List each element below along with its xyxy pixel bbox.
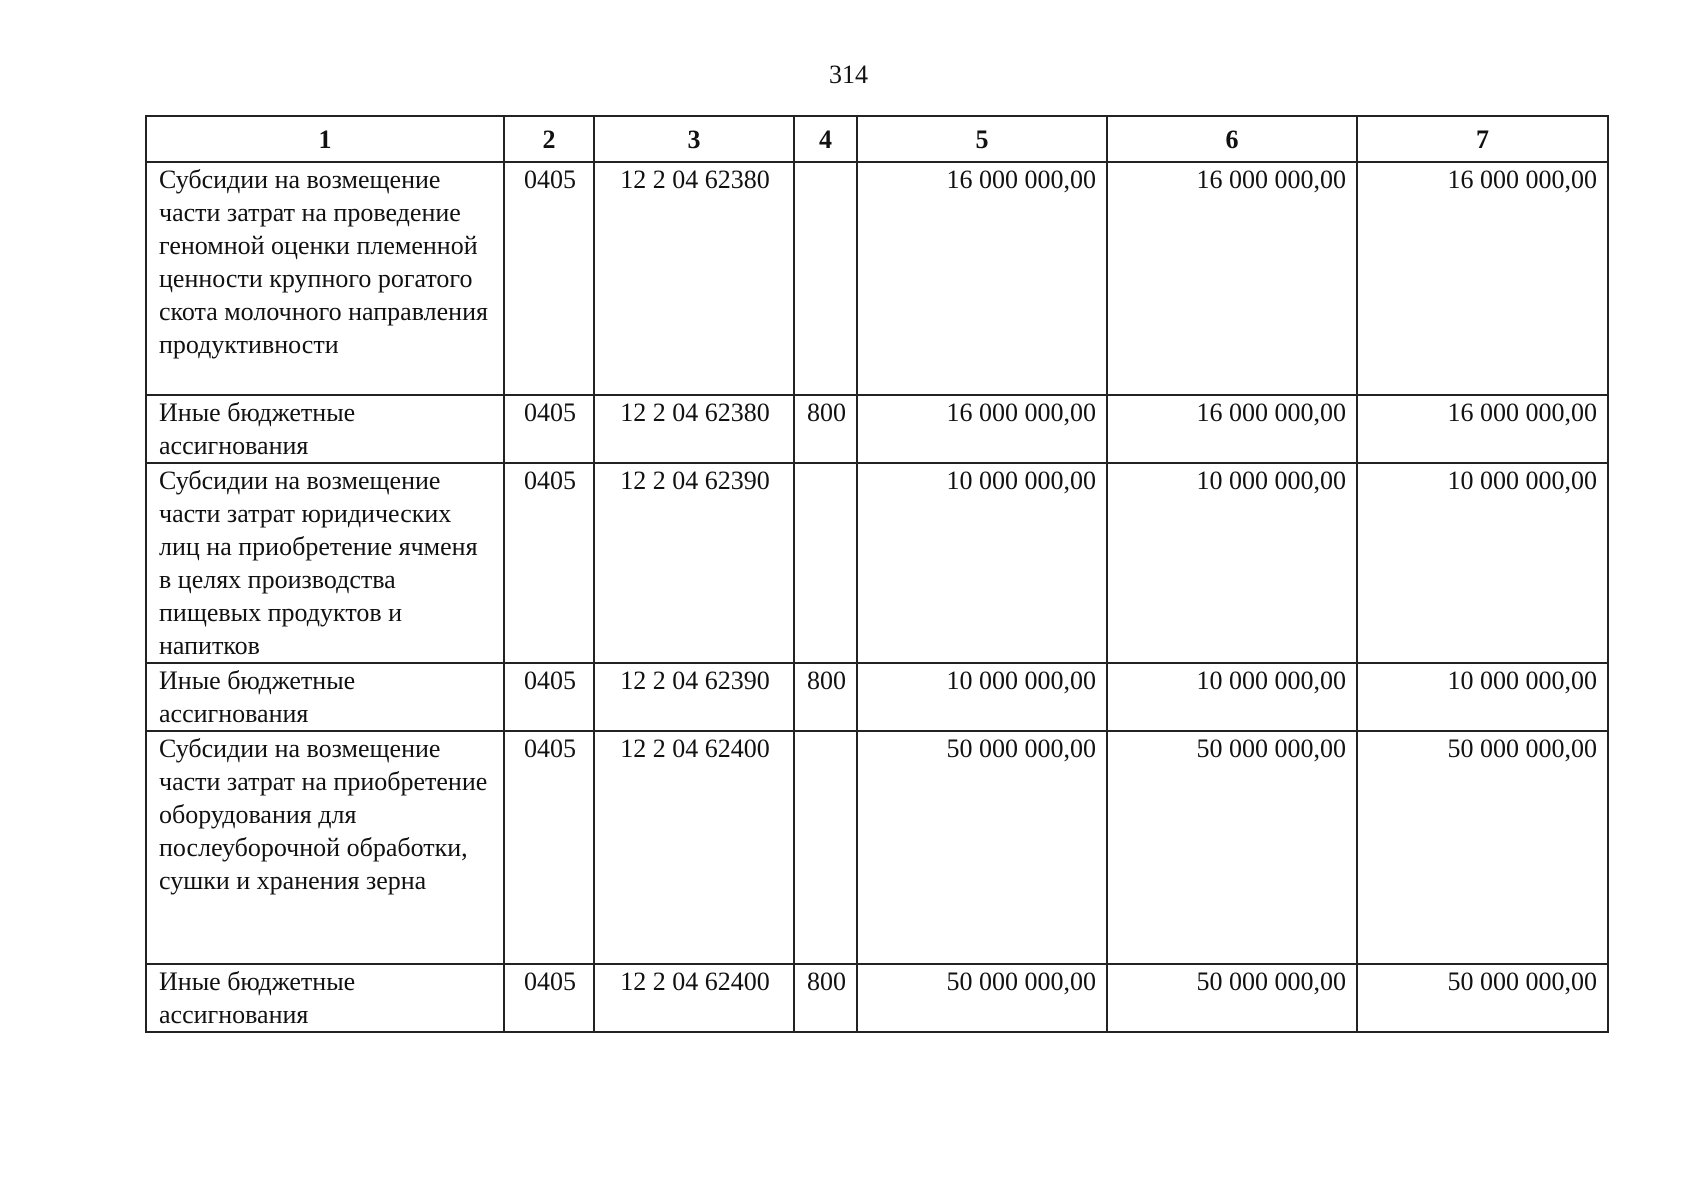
row-amount-1: 50 000 000,00 bbox=[857, 964, 1107, 1032]
header-col-5: 5 bbox=[857, 116, 1107, 162]
row-name: Иные бюджетные ассигнования bbox=[146, 964, 504, 1032]
row-amount-2: 50 000 000,00 bbox=[1107, 964, 1357, 1032]
row-type: 800 bbox=[794, 964, 857, 1032]
table-row bbox=[146, 463, 1608, 663]
row-amount-3: 16 000 000,00 bbox=[1357, 162, 1608, 395]
row-section: 0405 bbox=[504, 162, 594, 395]
header-col-4: 4 bbox=[794, 116, 857, 162]
row-target: 12 2 04 62400 bbox=[594, 731, 794, 964]
row-type: 800 bbox=[794, 395, 857, 463]
row-type bbox=[794, 463, 857, 663]
table-row bbox=[146, 395, 1608, 463]
row-type bbox=[794, 162, 857, 395]
row-section: 0405 bbox=[504, 964, 594, 1032]
row-amount-1: 16 000 000,00 bbox=[857, 162, 1107, 395]
row-amount-1: 16 000 000,00 bbox=[857, 395, 1107, 463]
row-name: Субсидии на возмещение части затрат на проведение геномной оценки племенной ценности крупного рогатого скота молочного направления продуктивности bbox=[146, 162, 504, 395]
row-amount-2: 10 000 000,00 bbox=[1107, 463, 1357, 663]
row-target: 12 2 04 62390 bbox=[594, 463, 794, 663]
row-amount-3: 50 000 000,00 bbox=[1357, 731, 1608, 964]
row-section: 0405 bbox=[504, 663, 594, 731]
row-name: Иные бюджетные ассигнования bbox=[146, 395, 504, 463]
row-type bbox=[794, 731, 857, 964]
table-row bbox=[146, 663, 1608, 731]
page-number: 314 bbox=[829, 60, 868, 89]
row-amount-2: 50 000 000,00 bbox=[1107, 731, 1357, 964]
row-section: 0405 bbox=[504, 463, 594, 663]
header-col-1: 1 bbox=[146, 116, 504, 162]
row-amount-1: 50 000 000,00 bbox=[857, 731, 1107, 964]
row-target: 12 2 04 62390 bbox=[594, 663, 794, 731]
header-col-2: 2 bbox=[504, 116, 594, 162]
row-amount-2: 16 000 000,00 bbox=[1107, 162, 1357, 395]
budget-table bbox=[145, 115, 1609, 1033]
row-section: 0405 bbox=[504, 395, 594, 463]
row-amount-3: 50 000 000,00 bbox=[1357, 964, 1608, 1032]
table-row bbox=[146, 162, 1608, 395]
row-target: 12 2 04 62380 bbox=[594, 395, 794, 463]
header-col-6: 6 bbox=[1107, 116, 1357, 162]
row-amount-2: 10 000 000,00 bbox=[1107, 663, 1357, 731]
row-amount-2: 16 000 000,00 bbox=[1107, 395, 1357, 463]
header-col-3: 3 bbox=[594, 116, 794, 162]
header-col-7: 7 bbox=[1357, 116, 1608, 162]
row-amount-3: 16 000 000,00 bbox=[1357, 395, 1608, 463]
row-type: 800 bbox=[794, 663, 857, 731]
row-name: Субсидии на возмещение части затрат юридических лиц на приобретение ячменя в целях производства пищевых продуктов и напитков bbox=[146, 463, 504, 663]
row-target: 12 2 04 62400 bbox=[594, 964, 794, 1032]
table-row bbox=[146, 964, 1608, 1032]
row-amount-3: 10 000 000,00 bbox=[1357, 663, 1608, 731]
row-target: 12 2 04 62380 bbox=[594, 162, 794, 395]
row-amount-1: 10 000 000,00 bbox=[857, 463, 1107, 663]
row-name: Иные бюджетные ассигнования bbox=[146, 663, 504, 731]
row-amount-3: 10 000 000,00 bbox=[1357, 463, 1608, 663]
table-row bbox=[146, 731, 1608, 964]
header-row bbox=[146, 116, 1608, 162]
row-section: 0405 bbox=[504, 731, 594, 964]
row-name: Субсидии на возмещение части затрат на приобретение оборудования для послеуборочной обработки, сушки и хранения зерна bbox=[146, 731, 504, 964]
row-amount-1: 10 000 000,00 bbox=[857, 663, 1107, 731]
